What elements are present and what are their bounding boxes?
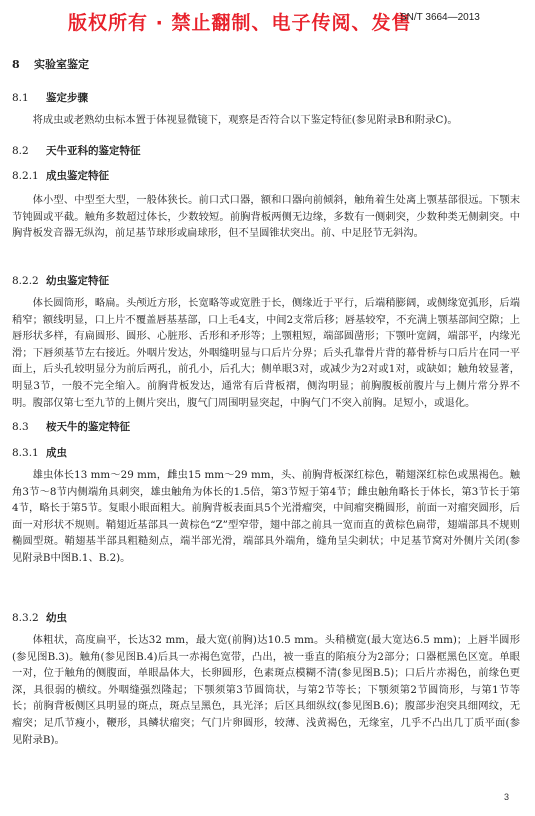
section-title: 实验室鉴定 [34, 58, 89, 71]
paragraph-8-2-2: 体长圆筒形，略扁。头颅近方形，长宽略等或宽胜于长，侧缘近于平行，后端稍膨阔，或侧缘宽弧形，后端稍窄；额线明显，口上片不覆盖唇基基部，口上毛4支，中间2支常后移；唇基较窄，不充满上颚基部间空隙；上唇形状多样，有扁圆形、圆形、心脏形、舌形和矛形等；上颚粗短，端部圆凿形；下颚叶宽阔，端部平，内缘光滑；下唇须基节左右接近。外咽片发达，外咽缝明显与口后片分界；后头孔靠骨片背的幕骨桥与口后片在同一平面上，后头孔较明显分为前后两孔，前孔小，后孔大；侧单眼3对，或减少为2对或1对，或缺如；触角较显著，明显3节，一般不完全缩入。前胸背板发达，通常有后背板褶，侧沟明显；前胸腹板前腹片与上侧片常分界不明。腹部仅第七至九节的上侧片突出，腹气门周围明显突起，中胸气门不突入前胸。足短小，或退化。 [12, 297, 520, 409]
section-title: 成虫 [46, 447, 67, 459]
section-8-3-1-heading [12, 445, 67, 460]
section-title: 幼虫鉴定特征 [46, 275, 109, 287]
section-8-1-heading [12, 90, 88, 105]
section-number: 8 [12, 58, 20, 71]
section-number: 8.3.1 [12, 447, 39, 459]
section-title: 幼虫 [46, 612, 67, 624]
section-title: 天牛亚科的鉴定特征 [46, 145, 141, 157]
section-8-2-2-heading [12, 273, 109, 288]
paragraph-8-3-2: 体粗状，高度扁平，长达32 mm，最大宽(前胸)达10.5 mm。头稍横宽(最大宽达6.5 mm)；上唇半圆形(参见图B.3)。触角(参见图B.4)后具一赤褐色宽带，凸出，被一垂直的陷痕分为2部分；口器框黑色区宽。单眼一对，位于触角的侧腹面，单眼晶体大，长卵圆形，色素斑点模糊不清(参见图B.5)；口后片赤褐色，前缘色更深，具很弱的横纹。外咽缝强烈隆起；下颚须第3节圆筒状，与第2节等长；下颚须第2节圆筒形，与第1节等长；前胸背板侧区具明显的斑点，斑点呈黑色，具光泽；后区具细纵纹(参见图B.6)；腹部步泡突具细网纹，无瘤突；足爪节瘦小，鞭形，具鳞状瘤突；气门片卵圆形，较薄、浅黄褐色，无缘室，几乎不凸出几丁质平面(参见附录B)。 [12, 634, 520, 746]
section-number: 8.1 [12, 92, 29, 104]
section-title: 成虫鉴定特征 [46, 170, 109, 182]
copyright-watermark: 版权所有 · 禁止翻制、电子传阅、发售 [68, 12, 412, 34]
section-8-3-2-heading [12, 610, 67, 625]
paragraph-8-3-1: 雄虫体长13 mm～29 mm，雌虫15 mm～29 mm，头、前胸背板深红棕色，鞘翅深红棕色或黑褐色。触角3节～8节内侧端角具刺突，雄虫触角为体长的1.5倍，第3节短于第4节；雌虫触角略长于体长，第3节长于第4节，略长于第5节。复眼小眼面粗大。前胸背板表面具5个光滑瘤突，中间瘤突椭圆形，前面一对瘤突圆形，后面一对形状不规则。鞘翅近基部具一黄棕色“Z”型窄带，翅中部之前具一宽而直的黄棕色扁带，翅端部具不规则椭圆型斑。鞘翅基半部具粗糙刻点，端半部光滑，端部具外端角，缝角呈尖刺状；中足基节窝对外侧片关闭(参见附录B中图B.1、B.2)。 [12, 469, 520, 564]
paragraph-8-1: 将成虫或老熟幼虫标本置于体视显微镜下，观察是否符合以下鉴定特征(参见附录B和附录C)。 [32, 114, 458, 126]
section-8-3-heading [12, 419, 130, 434]
section-number: 8.2 [12, 145, 29, 157]
section-number: 8.2.2 [12, 275, 39, 287]
section-8-2-heading [12, 143, 141, 158]
section-number: 8.3 [12, 421, 29, 433]
section-8-heading [12, 56, 89, 72]
standard-code: SN/T 3664—2013 [400, 12, 480, 23]
section-number: 8.2.1 [12, 170, 39, 182]
section-number: 8.3.2 [12, 612, 39, 624]
page-number: 3 [504, 792, 510, 802]
section-8-2-1-heading [12, 168, 109, 183]
paragraph-8-2-1: 体小型、中型至大型，一般体狭长。前口式口器，额和口器向前倾斜，触角着生处离上颚基部很远。下颚末节钝圆或平截。触角多数超过体长，少数较短。前胸背板两侧无边缘，多数有一侧刺突，少数种类无侧刺突。中胸背板发音器无纵沟，前足基节球形或扁球形，但不呈圆锥状突出。前、中足胫节无斜沟。 [12, 194, 520, 240]
section-title: 桉天牛的鉴定特征 [46, 421, 130, 433]
section-title: 鉴定步骤 [46, 92, 88, 104]
